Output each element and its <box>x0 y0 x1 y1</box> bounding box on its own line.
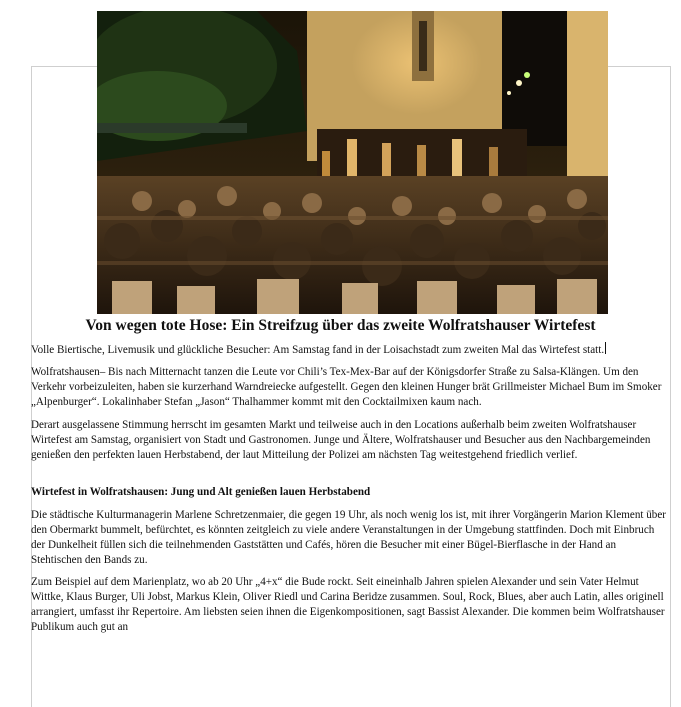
article-photo <box>97 11 608 314</box>
paragraph-2: Derart ausgelassene Stimmung herrscht im gesamten Markt und teilweise auch in den Locations außerhalb beim zweiten Wolfratshauser Wirtefest am Samstag, organisiert von Stadt und Gastronomen. Junge und Ältere, Wolfratshauser und Besucher aus den Nachbargemeinden genießen den perfekten lauen Herbstabend, der laut Mitteilung der Polizei am nächsten Tag weitestgehend friedlich verlief. <box>31 419 651 461</box>
article-headline: Von wegen tote Hose: Ein Streifzug über das zweite Wolfratshauser Wirtefest <box>85 317 596 334</box>
text-cursor <box>605 342 606 354</box>
paragraph-1: Wolfratshausen– Bis nach Mitternacht tanzen die Leute vor Chili’s Tex-Mex-Bar auf der Königsdorfer Straße zu Salsa-Klängen. Um den Verkehr vorbeizuleiten, haben sie kurzerhand Warndreiecke aufgestellt. Gegen den kleinen Hunger brät Grillmeister Michael Bum im Smoker „Alpenburger“. Lokalinhaber Stefan „Jason“ Thalhammer kommt mit den Cocktailmixen kaum nach. <box>31 366 662 408</box>
concert-crowd-photo <box>97 11 608 314</box>
section-subheading: Wirtefest in Wolfratshausen: Jung und Alt genießen lauen Herbstabend <box>31 486 371 498</box>
paragraph-3: Die städtische Kulturmanagerin Marlene Schretzenmaier, die gegen 19 Uhr, als noch wenig los ist, mit ihrer Vorgängerin Marion Klement über den Obermarkt bummelt, befürchtet, es könnten zeitgleich zu viele andere Veranstaltungen in der Umgebung stattfinden. Doch mit Einbruch der Dunkelheit füllen sich die teilnehmenden Gaststätten und Cafés, hören die Besucher mit einer Bügel-Bierflasche in der Hand an Stehtischen den Bands zu. <box>31 509 666 566</box>
article-body[interactable] <box>31 342 667 635</box>
intro-paragraph <box>31 342 667 358</box>
paragraph-4: Zum Beispiel auf dem Marienplatz, wo ab 20 Uhr „4+x“ die Bude rockt. Seit eineinhalb Jahren spielen Alexander und sein Vater Helmut Wittke, Klaus Burger, Uli Jobst, Markus Klein, Oliver Riedl und Carina Beridze zusammen. Soul, Rock, Blues, aber auch Latin, alles originell arrangiert, umfasst ihr Repertoire. Am liebsten seien ihnen die Eigenkompositionen, sagt Bassist Alexander. Die kommen beim Wolfratshauser Publikum auch gut an <box>31 576 665 633</box>
intro-text: Volle Biertische, Livemusik und glückliche Besucher: Am Samstag fand in der Loisachstadt zum zweiten Mal das Wirtefest statt. <box>31 344 605 356</box>
